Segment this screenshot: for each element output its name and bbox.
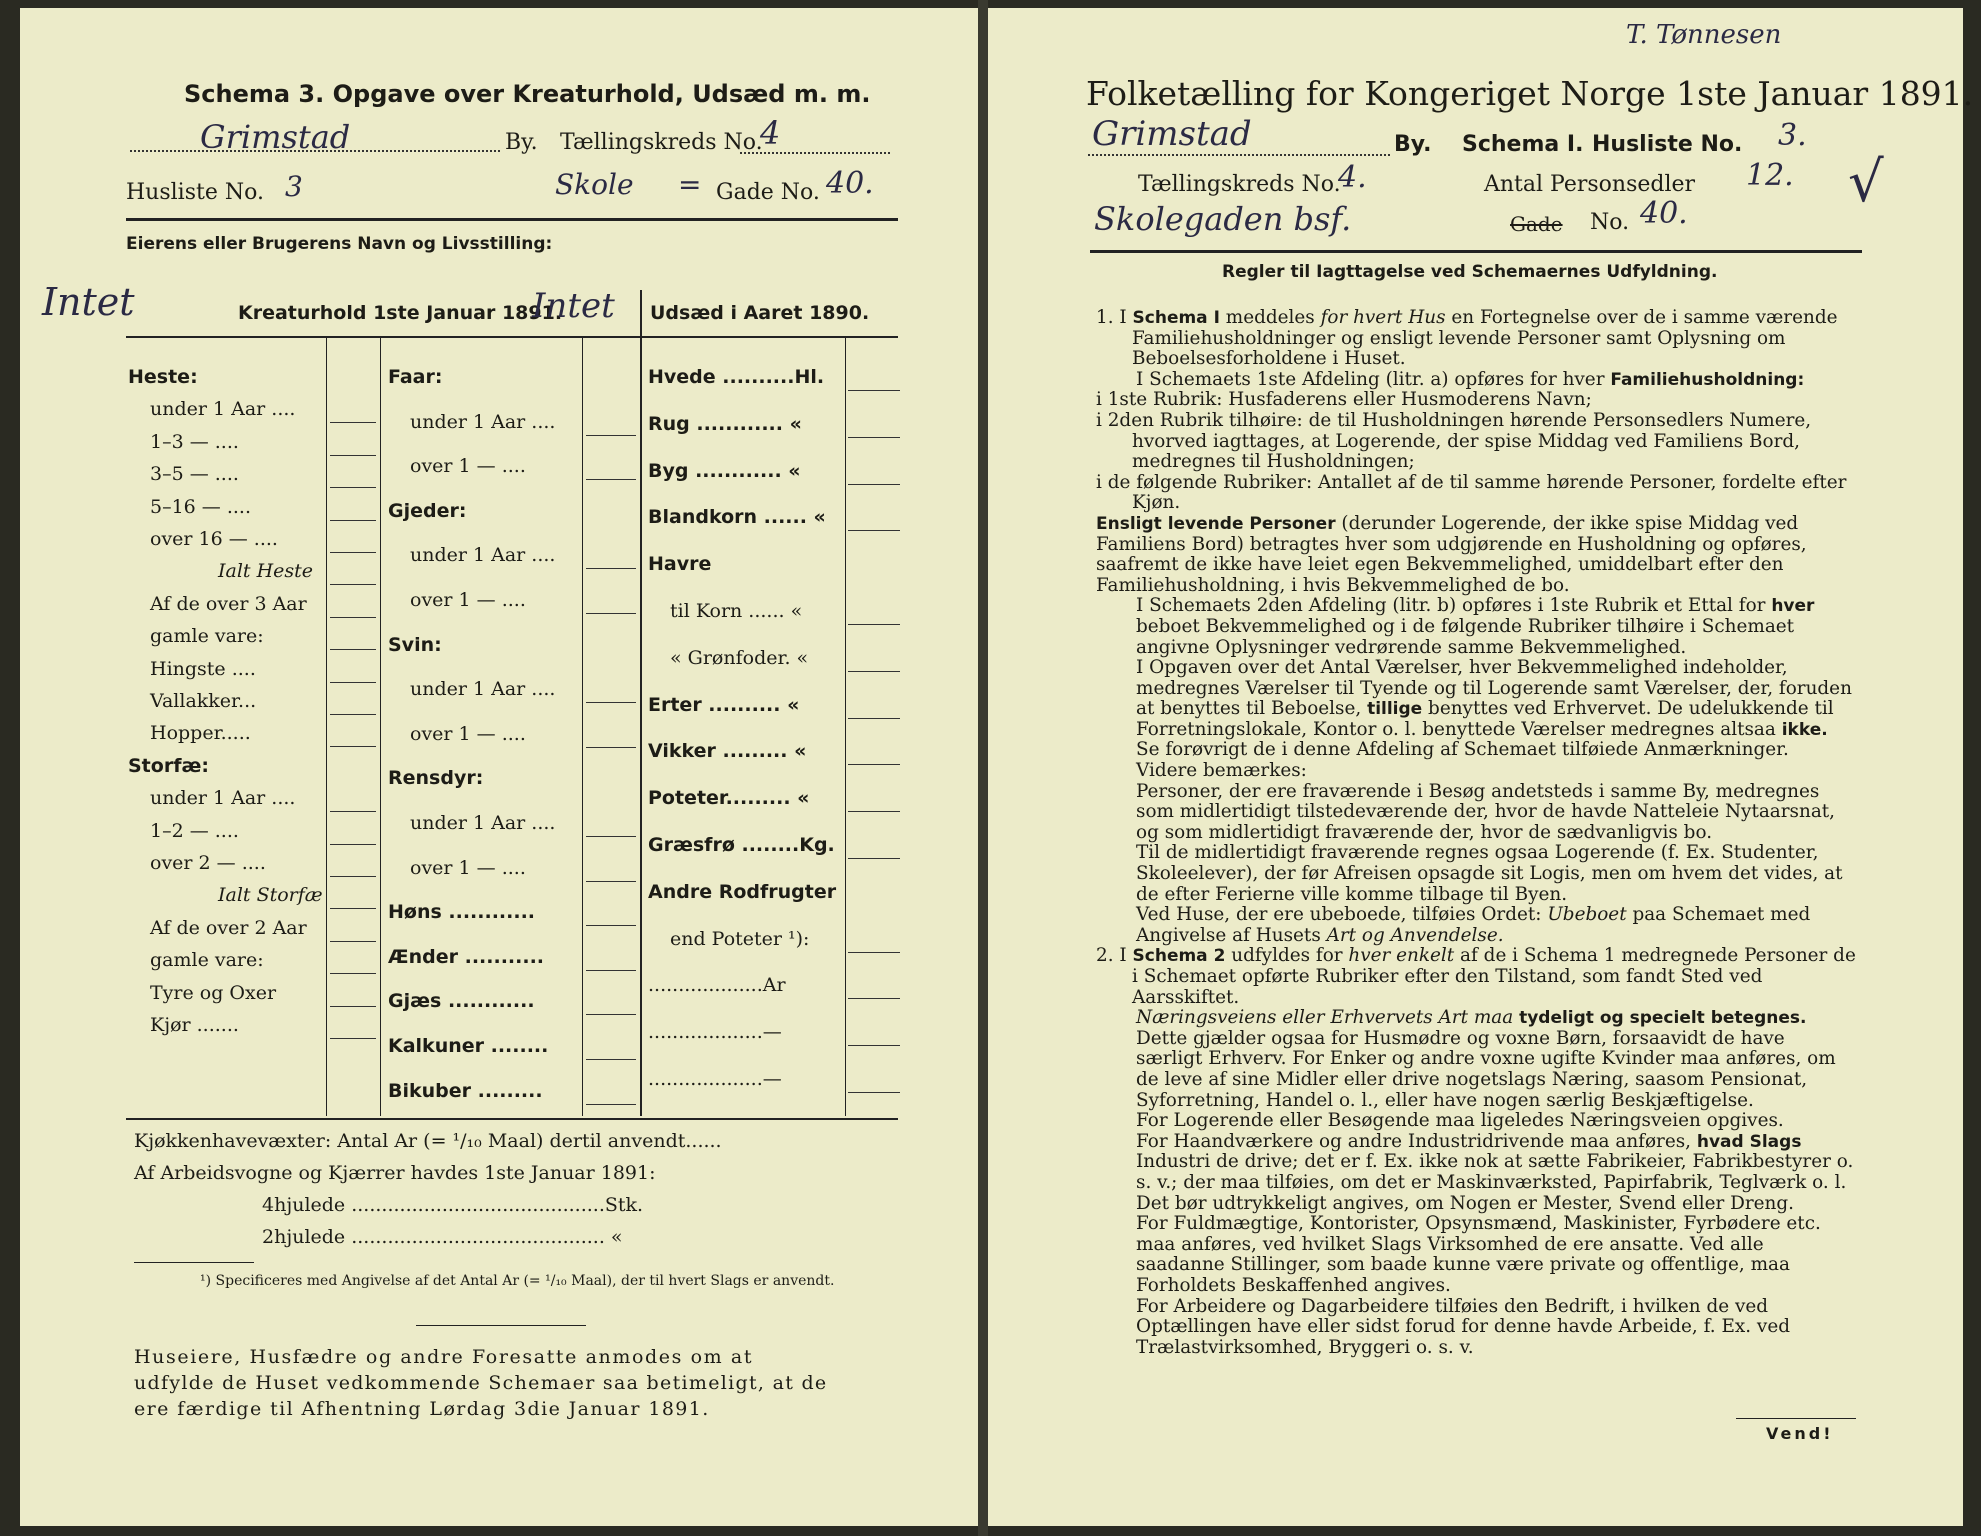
table-bottom-rule [126,1118,898,1120]
col1-entry-blank [330,973,376,974]
rule-paragraph: Ved Huse, der ere ubeboede, tilføies Ordet: Ubeboet paa Schemaet med Angivelse af Husets Art og Anvendelse. [1136,904,1811,946]
kreds-handwritten: 4 [760,114,781,152]
col1-row-label: Af de over 2 Aar [150,916,307,939]
col2-entry-blank [586,881,636,882]
husliste-label-right: Husliste No. [1592,132,1743,157]
col3-entry-blank [848,718,900,719]
col3-entry-blank [848,671,900,672]
town-line-right [1088,154,1390,156]
right-header-rule [1090,250,1862,253]
check-mark: √ [1848,150,1884,215]
col2-row-label: under 1 Aar .... [410,544,556,567]
rule-paragraph: I Schemaets 2den Afdeling (litr. b) opføres i 1ste Rubrik et Ettal for hver beboet Bekvemmelighed og i de følgende Rubriker tilhøire i Schemaet angivne Oplysninger vedrørende samme Bekvemmelighed. [1136,595,1815,658]
col3-row-label: Erter .......... « [648,693,800,716]
hjul4-line: 4hjulede ..........................................Stk. [262,1194,644,1216]
vend-label: Vend! [1766,1424,1834,1443]
street-handwritten-separator: = [678,168,702,201]
footnote: ¹) Specificeres med Angivelse af det Antal Ar (= ¹/₁₀ Maal), der til hvert Slags er anvendt. [200,1273,835,1289]
col2-entry-blank [586,1014,636,1015]
col1-row-label: 1–3 — .... [150,430,239,453]
kreds-label: Tællingskreds No. [560,130,763,155]
col1-row-label: Hopper..... [150,722,251,745]
rule-paragraph: For Logerende eller Besøgende maa ligeledes Næringsveien opgives. [1136,1110,1784,1132]
col2-row-label: under 1 Aar .... [410,410,556,433]
col1-entry-blank [330,487,376,488]
rule-paragraph: Ensligt levende Personer (derunder Logerende, der ikke spise Middag ved Familiens Bord) betragtes hver som udgjørende en Husholdning og opføres, saafremt de ikke have leiet egen Bekvemmelighed, umiddelbart efter den Familiehusholdning, i hvis Bekvemmelighed de bo. [1096,512,1807,596]
col1-entry-blank [330,520,376,521]
col1-row-label: Ialt Storfæ [218,884,323,907]
col1-row-label: over 2 — .... [150,852,266,874]
col1-row-label: gamle vare: [150,625,264,648]
census-title: Folketælling for Kongeriget Norge 1ste Januar 1891. [1086,74,1974,113]
col1-row-label: under 1 Aar .... [150,398,296,421]
kreatur-handwritten: Intet [532,286,615,326]
col3-row-label: Vikker ......... « [648,740,807,763]
town-handwritten: Grimstad [200,118,351,156]
signature-handwritten: T. Tønnesen [1626,20,1782,50]
col1-entry-blank [330,844,376,845]
rule-paragraph: For Haandværkere og andre Industridrivende maa anføres, hvad Slags Industri de drive; det er f. Ex. ikke nok at sætte Fabrikeier, Fabrikbestyrer o. s. v.; der maa tilføies, om det er Maskinværksted, Papirfabrik, Teglværk o. l. Det bør udtrykkeligt angives, om Nogen er Mester, Svend eller Dreng. [1136,1130,1854,1214]
col1-row-label: gamle vare: [150,949,264,972]
col1-row-label: Storfæ: [128,754,209,777]
col3-entry-blank [848,624,900,625]
husliste-handwritten: 3 [285,170,303,203]
col1-entry-blank [330,811,376,812]
col3-entry-blank [848,764,900,765]
by-label-right: By. [1394,132,1432,157]
col2-entry-blank [586,568,636,569]
col3-entry-blank [848,1045,900,1046]
col2-row-label: Faar: [388,366,443,388]
col2-row-label: Rensdyr: [388,767,484,790]
col3-row-label: Poteter......... « [648,787,810,810]
col1-entry-blank [330,649,376,650]
schema3-title: Schema 3. Opgave over Kreaturhold, Udsæd m. m. [184,80,871,108]
rule-paragraph: i de følgende Rubriker: Antallet af de til samme hørende Personer, fordelte efter Kjøn. [1096,471,1847,514]
rule-paragraph: i 1ste Rubrik: Husfaderens eller Husmoderens Navn; [1096,389,1592,411]
owner-handwritten: Intet [42,280,135,324]
town-handwritten-right: Grimstad [1092,114,1252,154]
antal-label: Antal Personsedler [1484,172,1696,197]
col2-entry-blank [586,970,636,971]
col3-row-label: « Grønfoder. « [670,646,809,669]
col1-row-label: Af de over 3 Aar [150,592,307,615]
col2-row-label: over 1 — .... [410,589,526,611]
col2-row-label: Gjeder: [388,499,467,522]
gade-label-right: Gade [1510,212,1563,236]
col2-row-label: Bikuber ......... [388,1079,543,1102]
col2-entry-blank [586,1104,636,1105]
col1-entry-blank [330,746,376,747]
kjokken-line: Kjøkkenhavevæxter: Antal Ar (= ¹/₁₀ Maal) dertil anvendt...... [134,1130,722,1152]
kreds-line [740,152,890,154]
col3-entry-blank [848,952,900,953]
street-handwritten-right: Skolegaden bsf. [1094,200,1352,238]
col1-row-label: 5–16 — .... [150,495,252,518]
col1-row-label: Kjør ....... [150,1014,239,1036]
col1-row-label: Hingste .... [150,657,256,680]
col1-row-label: 3–5 — .... [150,463,239,486]
rule-paragraph: Se forøvrigt de i denne Afdeling af Schemaet tilføiede Anmærkninger. [1136,739,1789,761]
col3-row-label: Andre Rodfrugter [648,880,837,903]
col2-row-label: Kalkuner ........ [388,1035,549,1057]
col3-row-label: Hvede ..........Hl. [648,366,825,388]
col2-row-label: Ænder ........... [388,945,545,968]
no-handwritten-right: 40. [1640,196,1688,231]
col2-entry-blank [586,479,636,480]
vogne-line: Af Arbeidsvogne og Kjærrer havdes 1ste Januar 1891: [134,1162,656,1184]
hjul2-line: 2hjulede .......................................... « [262,1226,623,1248]
schema1-label: Schema I. [1462,132,1584,157]
col2-entry-blank [586,925,636,926]
col1-entry-blank [330,617,376,618]
street-handwritten: Skole [555,168,634,201]
col2-entry-blank [586,702,636,703]
col1-row-label: over 16 — .... [150,528,278,550]
col2-entry-left [582,338,583,1116]
col2-row-label: under 1 Aar .... [410,678,556,701]
col3-entry-blank [848,390,900,391]
col1-entry-blank [330,422,376,423]
col3-entry-blank [848,998,900,999]
col3-row-label: Blandkorn ...... « [648,506,826,529]
col1-row-label: Vallakker... [150,690,257,712]
col3-entry-blank [848,437,900,438]
col2-row-label: under 1 Aar .... [410,812,556,834]
rule-paragraph: I Schemaets 1ste Afdeling (litr. a) opføres for hver Familiehusholdning: [1136,368,1805,390]
rule-paragraph: 2. I Schema 2 udfyldes for hver enkelt af de i Schema 1 medregnede Personer de i Schemaet opførte Rubriker efter den Tilstand, som fandt Sted ved Aarsskiftet. [1096,945,1856,1008]
col2-entry-blank [586,435,636,436]
col3-entry-blank [848,1092,900,1093]
col3-row-label: ...................Ar [648,974,786,997]
col3-row-label: Byg ............ « [648,459,801,482]
rule-paragraph: Videre bemærkes: [1136,760,1307,782]
col2-entry-blank [586,1059,636,1060]
col3-entry-blank [848,811,900,812]
col3-entry-blank [848,530,900,531]
col1-row-label: 1–2 — .... [150,819,239,842]
col3-row-label: ...................— [648,1068,782,1090]
col1-entry-blank [330,908,376,909]
col3-entry-left [845,338,846,1116]
col1-entry-blank [330,682,376,683]
husliste-handwritten-right: 3. [1778,118,1807,153]
rule-paragraph: For Fuldmægtige, Kontorister, Opsynsmænd, Maskinister, Fyrbødere etc. maa anføres, ved hvilket Slags Virksomhed de ere ansatte. Ved alle saadanne Stillinger, som baade kunne være private og offentlige, maa Forholdets Beskaffenhed angives. [1136,1213,1821,1296]
antal-handwritten: 12. [1746,158,1794,193]
col1-row-label: Tyre og Oxer [150,981,277,1004]
rule-paragraph: Næringsveiens eller Erhvervets Art maa tydeligt og specielt betegnes. Dette gjælder ogsaa for Husmødre og voxne Børn, forsaavidt de have særligt Erhverv. For Enker og andre voxne ugifte Kvinder maa anføres, om de leve af sine Midler eller drive nogetslags Næring, saasom Pensionat, Syforretning, Handel o. l., eller have nogen særlig Beskjæftigelse. [1136,1007,1836,1111]
gade-handwritten: 40. [826,166,874,201]
col2-entry-blank [586,836,636,837]
col2-entry-blank [586,747,636,748]
closing-line-2: udfylde de Huset vedkommende Schemaer saa betimeligt, at de [134,1372,828,1394]
col1-entry-left [326,338,327,1116]
col1-entry-right [380,338,381,1116]
col3-entry-blank [848,484,900,485]
col2-row-label: Gjæs ............ [388,990,535,1013]
col1-row-label: under 1 Aar .... [150,787,296,810]
kreatur-header: Kreaturhold 1ste Januar 1891. [238,302,563,324]
gade-label: Gade No. [716,180,820,205]
footnote-rule [134,1262,254,1263]
husliste-label: Husliste No. [126,180,264,205]
col2-row-label: over 1 — .... [410,856,526,879]
closing-rule [416,1325,586,1326]
closing-line-1: Huseiere, Husfædre og andre Foresatte anmodes om at [134,1346,754,1368]
col1-entry-blank [330,1038,376,1039]
vend-rule [1736,1418,1856,1419]
header-rule [126,218,898,221]
page-fold [978,0,988,1536]
col3-row-label: ...................— [648,1021,782,1044]
col3-row-label: Havre [648,553,712,576]
col3-row-label: Græsfrø ........Kg. [648,834,835,856]
col2-row-label: Svin: [388,633,442,656]
col3-row-label: Rug ............ « [648,412,802,435]
col3-entry-blank [848,858,900,859]
udsaed-header: Udsæd i Aaret 1890. [650,302,870,324]
col1-entry-blank [330,455,376,456]
closing-line-3: ere færdige til Afhentning Lørdag 3die Januar 1891. [134,1398,710,1420]
col2-entry-blank [586,613,636,614]
col2-col3-divider [640,290,642,1116]
col2-row-label: over 1 — .... [410,455,526,478]
rule-paragraph: I Opgaven over det Antal Værelser, hver Bekvemmelighed indeholder, medregnes Værelser til Tyende og til Logerende samt Værelser, der, foruden at benyttes til Beboelse, tillige benyttes ved Erhvervet. De udelukkende til Forretningslokale, Kontor o. l. benyttede Værelser medregnes altsaa ikke. [1136,657,1852,740]
col2-row-label: Høns ............ [388,901,536,924]
table-top-rule [126,336,898,338]
by-label: By. [505,130,538,155]
col3-row-label: end Poteter ¹): [670,927,810,950]
col1-entry-blank [330,714,376,715]
col3-row-label: til Korn ...... « [670,600,803,622]
rule-paragraph: 1. I Schema I meddeles for hvert Hus en Fortegnelse over de i samme værende Familiehusholdninger og ensligt levende Personer samt Oplysning om Beboelsesforholdene i Huset. [1096,307,1838,370]
col1-entry-blank [330,941,376,942]
col1-entry-blank [330,1006,376,1007]
owner-label: Eierens eller Brugerens Navn og Livsstilling: [126,234,553,254]
town-line [130,150,500,152]
col1-row-label: Heste: [128,366,198,388]
col1-entry-blank [330,584,376,585]
col1-entry-blank [330,552,376,553]
rules-body [1096,308,1856,1358]
col1-row-label: Ialt Heste [218,560,314,583]
kreds-label-right: Tællingskreds No. [1138,172,1341,197]
no-label-right: No. [1590,210,1630,235]
rule-paragraph: Til de midlertidigt fraværende regnes ogsaa Logerende (f. Ex. Studenter, Skoleelever), der før Afreisen opsagde sit Logis, men om hvem det vides, at de efter Ferierne ville komme tilbage til Byen. [1136,842,1843,905]
rule-paragraph: i 2den Rubrik tilhøire: de til Husholdningen hørende Personsedlers Numere, hvorved iagttages, at Logerende, der spise Middag ved Familiens Bord, medregnes til Husholdningen; [1096,409,1812,473]
col2-row-label: over 1 — .... [410,722,526,745]
kreds-handwritten-right: 4. [1338,160,1367,195]
rules-heading: Regler til Iagttagelse ved Schemaernes Udfyldning. [1222,262,1718,282]
rule-paragraph: Personer, der ere fraværende i Besøg andetsteds i samme By, medregnes som midlertidigt tilstedeværende der, hvor de havde Natteleie Nytaarsnat, og som midlertidigt fraværende der, hvor de sædvanligvis bo. [1136,780,1836,843]
rule-paragraph: For Arbeidere og Dagarbeidere tilføies den Bedrift, i hvilken de ved Optællingen have eller sidst forud for denne havde Arbeide, f. Ex. ved Trælastvirksomhed, Bryggeri o. s. v. [1136,1295,1790,1358]
col1-entry-blank [330,876,376,877]
